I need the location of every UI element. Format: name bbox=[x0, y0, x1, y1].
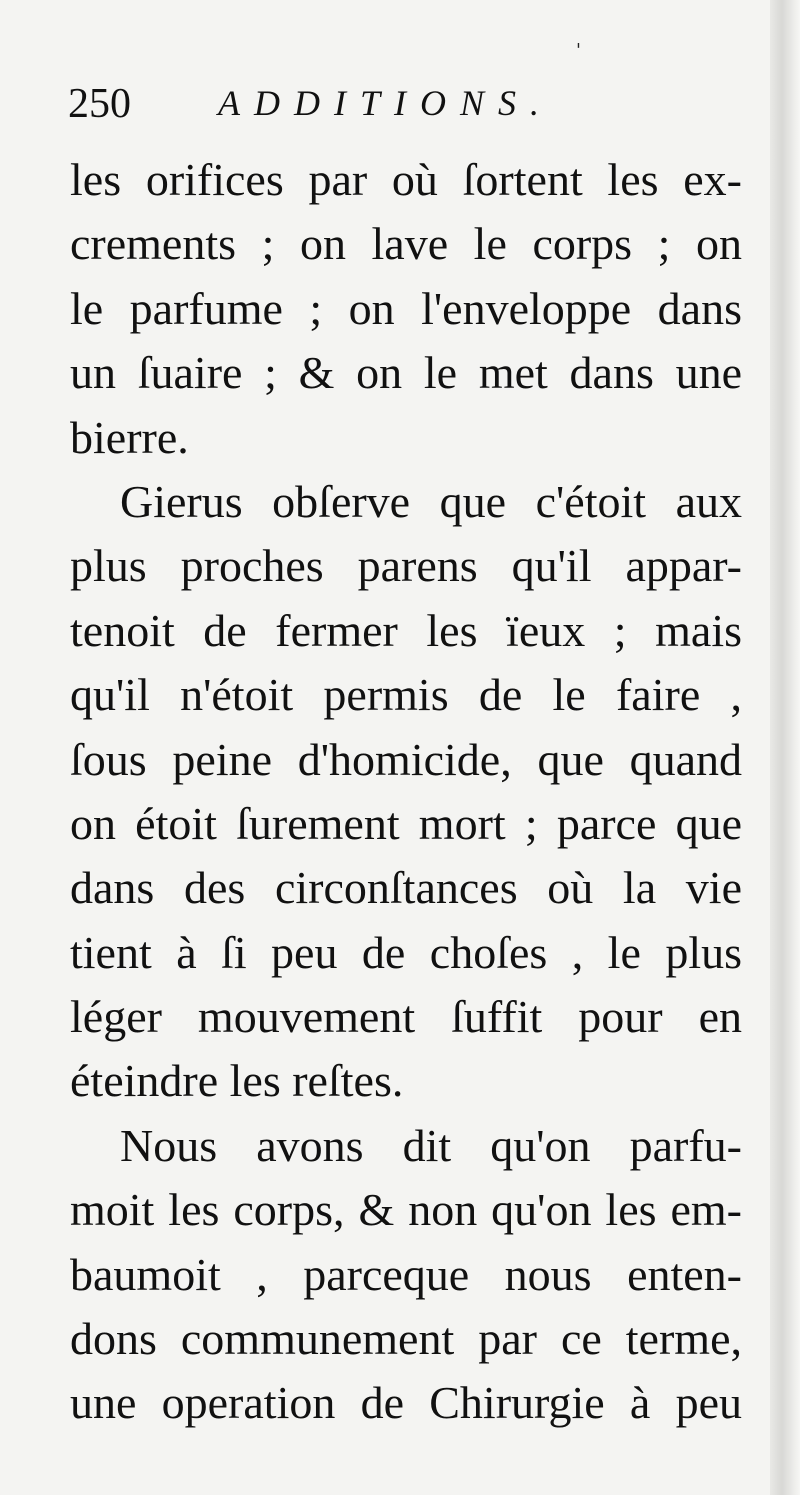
text-line: plus proches parens qu'il appar- bbox=[70, 540, 742, 592]
text-line: une operation de Chirurgie à peu bbox=[70, 1377, 742, 1429]
text-line: on étoit ſurement mort ; parce que bbox=[70, 797, 742, 849]
text-line: léger mouvement ſuffit pour en bbox=[70, 991, 742, 1043]
text-line: Gierus obſerve que c'étoit aux bbox=[120, 475, 742, 527]
text-line: crements ; on lave le corps ; on bbox=[70, 218, 742, 270]
text-line: dons communement par ce terme, bbox=[70, 1313, 742, 1365]
text-line: éteindre les reſtes. bbox=[70, 1055, 404, 1107]
text-line: les orifices par où ſortent les ex- bbox=[70, 154, 742, 205]
text-line: tient à ſi peu de choſes , le plus bbox=[70, 926, 742, 978]
page-header bbox=[68, 78, 748, 138]
body-text bbox=[70, 148, 742, 1436]
page-edge bbox=[770, 0, 800, 1495]
text-line: ſous peine d'homicide, que quand bbox=[70, 733, 742, 785]
text-line: moit les corps, & non qu'on les em- bbox=[70, 1184, 742, 1236]
text-line: le parfume ; on l'enveloppe dans bbox=[70, 282, 742, 334]
page-number: 250 bbox=[68, 81, 131, 127]
corner-mark: ' bbox=[576, 40, 581, 61]
text-line: Nous avons dit qu'on parfu- bbox=[120, 1119, 742, 1171]
text-line: bierre. bbox=[70, 411, 189, 463]
text-line: baumoit , parceque nous enten- bbox=[70, 1248, 742, 1300]
running-title: ADDITIONS. bbox=[218, 83, 553, 123]
text-line: dans des circonſtances où la vie bbox=[70, 862, 742, 914]
text-line: tenoit de fermer les ïeux ; mais bbox=[70, 604, 742, 656]
text-line: un ſuaire ; & on le met dans une bbox=[70, 347, 742, 399]
text-line: qu'il n'étoit permis de le faire , bbox=[70, 669, 742, 721]
